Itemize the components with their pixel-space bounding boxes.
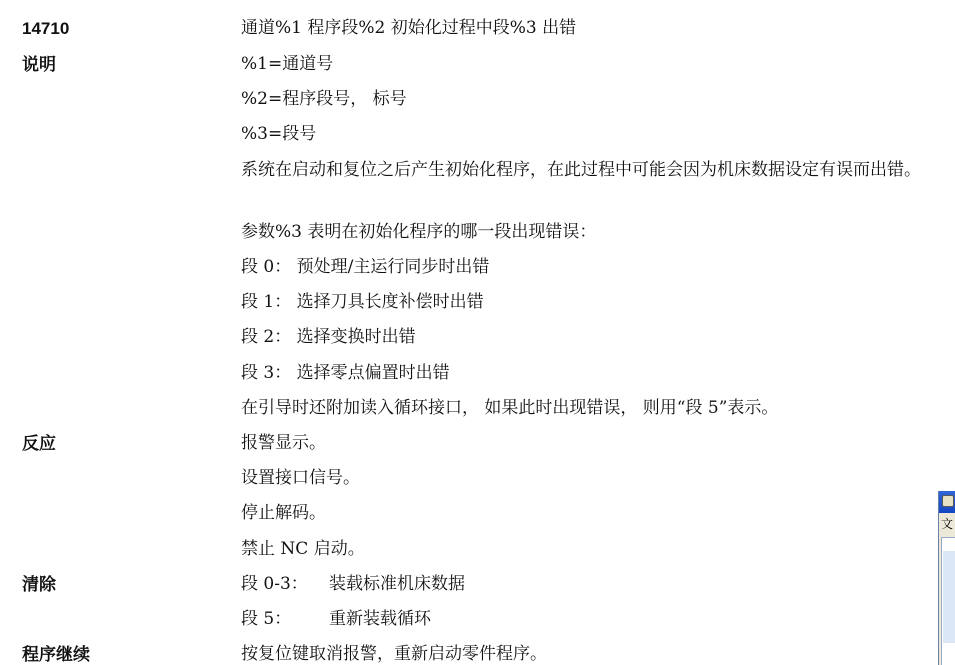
section-0-text: 段 0： 预处理/主运行同步时出错 (241, 257, 490, 277)
partial-app-window[interactable] (938, 491, 955, 665)
menu-item-file[interactable]: 文 (941, 517, 954, 531)
remedy-segment-1: 段 0-3： (241, 574, 308, 594)
alarm-title: 通道%1 程序段%2 初始化过程中段%3 出错 (241, 18, 577, 38)
window-content-strip (943, 551, 955, 643)
sections-intro: 参数%3 表明在初始化程序的哪一段出现错误： (241, 222, 597, 242)
remedy-label: 清除 (22, 575, 56, 594)
remedy-segment-2: 段 5： (241, 609, 292, 629)
window-titlebar[interactable] (939, 491, 955, 513)
cycle-interface-note: 在引导时还附加读入循环接口， 如果此时出现错误， 则用“段 5”表示。 (241, 398, 779, 418)
alarm-number: 14710 (22, 19, 70, 38)
remedy-action-2: 重新装载循环 (329, 609, 431, 629)
app-icon[interactable] (942, 495, 954, 507)
remedy-action-1: 装载标准机床数据 (329, 574, 465, 594)
reaction-item-3: 停止解码。 (241, 503, 326, 523)
reaction-item-4: 禁止 NC 启动。 (241, 539, 365, 559)
param-3-text: %3=段号 (241, 124, 317, 144)
reaction-item-1: 报警显示。 (241, 433, 326, 453)
explanation-paragraph: 系统在启动和复位之后产生初始化程序，在此过程中可能会因为机床数据设定有误而出错。 (241, 160, 921, 180)
section-1-text: 段 1： 选择刀具长度补偿时出错 (241, 292, 484, 312)
reaction-label: 反应 (22, 434, 56, 453)
reaction-item-2: 设置接口信号。 (241, 468, 360, 488)
continue-text: 按复位键取消报警，重新启动零件程序。 (241, 644, 547, 664)
explanation-label: 说明 (22, 55, 56, 74)
param-2-text: %2=程序段号， 标号 (241, 89, 407, 109)
param-1-text: %1=通道号 (241, 54, 334, 74)
section-2-text: 段 2： 选择变换时出错 (241, 327, 416, 347)
section-3-text: 段 3： 选择零点偏置时出错 (241, 363, 450, 383)
continue-label: 程序继续 (22, 645, 90, 664)
